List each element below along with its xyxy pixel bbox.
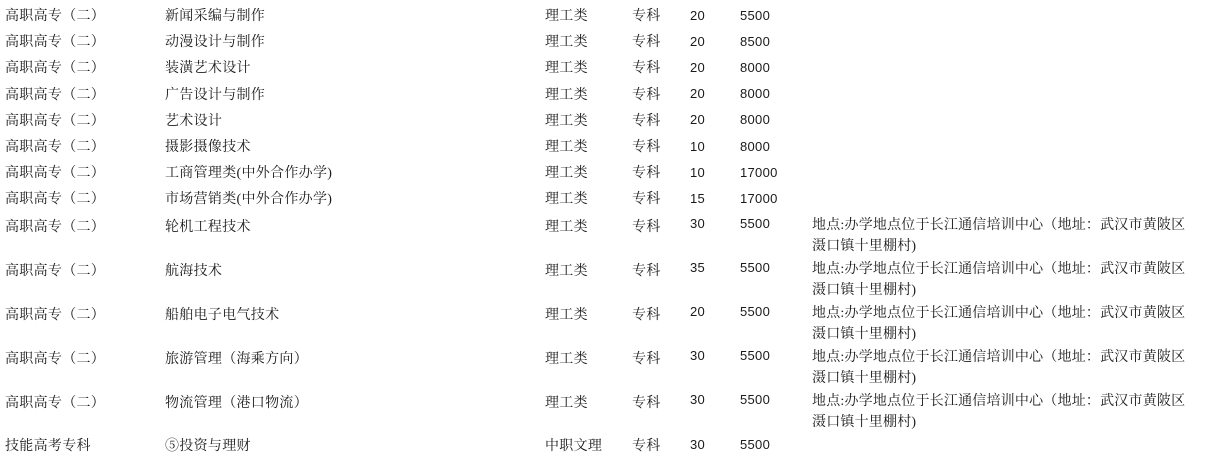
major-cell: 新闻采编与制作 — [165, 9, 266, 25]
batch-cell: 高职高专（二） — [5, 87, 106, 103]
tuition-cell: 5500 — [740, 7, 771, 23]
subject-type-cell: 理工类 — [545, 9, 588, 25]
quota-cell: 30 — [690, 215, 706, 231]
table-row — [0, 388, 1210, 432]
level-cell: 专科 — [632, 307, 661, 323]
batch-cell: 技能高考专科 — [5, 438, 91, 454]
major-cell: 市场营销类(中外合作办学) — [165, 192, 333, 208]
batch-cell: 高职高专（二） — [5, 263, 106, 279]
quota-cell: 30 — [690, 347, 706, 363]
table-row — [0, 28, 1210, 54]
table-row — [0, 256, 1210, 300]
level-cell: 专科 — [632, 140, 661, 156]
level-cell: 专科 — [632, 35, 661, 51]
table-row — [0, 344, 1210, 388]
batch-cell: 高职高专（二） — [5, 219, 106, 235]
subject-type-cell: 理工类 — [545, 166, 588, 182]
quota-cell: 10 — [690, 164, 706, 180]
table-row — [0, 159, 1210, 185]
batch-cell: 高职高专（二） — [5, 307, 106, 323]
tuition-cell: 5500 — [740, 347, 771, 363]
level-cell: 专科 — [632, 395, 661, 411]
level-cell: 专科 — [632, 113, 661, 129]
table-row — [0, 133, 1210, 159]
level-cell: 专科 — [632, 438, 661, 454]
major-cell: 广告设计与制作 — [165, 87, 266, 103]
batch-cell: 高职高专（二） — [5, 35, 106, 51]
major-cell: 船舶电子电气技术 — [165, 307, 280, 323]
subject-type-cell: 理工类 — [545, 351, 588, 367]
tuition-cell: 5500 — [740, 215, 771, 231]
major-cell: 航海技术 — [165, 263, 223, 279]
batch-cell: 高职高专（二） — [5, 113, 106, 129]
major-cell: 摄影摄像技术 — [165, 140, 251, 156]
subject-type-cell: 理工类 — [545, 395, 588, 411]
major-cell: 旅游管理（海乘方向） — [165, 351, 308, 367]
note-cell: 地点:办学地点位于长江通信培训中心（地址：武汉市黄陂区滠口镇十里棚村) — [812, 305, 1186, 342]
level-cell: 专科 — [632, 9, 661, 25]
note-cell: 地点:办学地点位于长江通信培训中心（地址：武汉市黄陂区滠口镇十里棚村) — [812, 261, 1186, 298]
program-table — [0, 2, 1210, 455]
level-cell: 专科 — [632, 61, 661, 77]
batch-cell: 高职高专（二） — [5, 166, 106, 182]
subject-type-cell: 理工类 — [545, 61, 588, 77]
batch-cell: 高职高专（二） — [5, 9, 106, 25]
batch-cell: 高职高专（二） — [5, 61, 106, 77]
level-cell: 专科 — [632, 263, 661, 279]
note-cell: 地点:办学地点位于长江通信培训中心（地址：武汉市黄陂区滠口镇十里棚村) — [812, 393, 1186, 430]
subject-type-cell: 理工类 — [545, 140, 588, 156]
major-cell: 艺术设计 — [165, 113, 223, 129]
subject-type-cell: 理工类 — [545, 307, 588, 323]
quota-cell: 30 — [690, 391, 706, 407]
quota-cell: 35 — [690, 259, 706, 275]
table-row — [0, 107, 1210, 133]
quota-cell: 20 — [690, 59, 706, 75]
batch-cell: 高职高专（二） — [5, 395, 106, 411]
subject-type-cell: 中职文理 — [545, 438, 603, 454]
table-row — [0, 54, 1210, 80]
note-cell: 地点:办学地点位于长江通信培训中心（地址：武汉市黄陂区滠口镇十里棚村) — [812, 217, 1186, 254]
batch-cell: 高职高专（二） — [5, 351, 106, 367]
major-cell: 装潢艺术设计 — [165, 61, 251, 77]
batch-cell: 高职高专（二） — [5, 140, 106, 156]
table-row — [0, 212, 1210, 256]
table-row — [0, 81, 1210, 107]
tuition-cell: 5500 — [740, 391, 771, 407]
batch-cell: 高职高专（二） — [5, 192, 106, 208]
quota-cell: 20 — [690, 7, 706, 23]
table-row — [0, 2, 1210, 28]
tuition-cell: 8000 — [740, 86, 771, 102]
tuition-cell: 17000 — [740, 164, 778, 180]
tuition-cell: 8000 — [740, 138, 771, 154]
quota-cell: 30 — [690, 437, 706, 453]
quota-cell: 20 — [690, 86, 706, 102]
tuition-cell: 17000 — [740, 190, 778, 206]
tuition-cell: 8500 — [740, 33, 771, 49]
quota-cell: 20 — [690, 303, 706, 319]
tuition-cell: 5500 — [740, 259, 771, 275]
subject-type-cell: 理工类 — [545, 219, 588, 235]
tuition-cell: 8000 — [740, 59, 771, 75]
subject-type-cell: 理工类 — [545, 113, 588, 129]
tuition-cell: 5500 — [740, 303, 771, 319]
table-row — [0, 432, 1210, 455]
major-cell: 动漫设计与制作 — [165, 35, 266, 51]
level-cell: 专科 — [632, 351, 661, 367]
major-cell: 工商管理类(中外合作办学) — [165, 166, 333, 182]
major-cell: 物流管理（港口物流） — [165, 395, 308, 411]
tuition-cell: 8000 — [740, 112, 771, 128]
quota-cell: 20 — [690, 33, 706, 49]
quota-cell: 20 — [690, 112, 706, 128]
subject-type-cell: 理工类 — [545, 192, 588, 208]
quota-cell: 10 — [690, 138, 706, 154]
table-row — [0, 300, 1210, 344]
quota-cell: 15 — [690, 190, 706, 206]
major-cell: 轮机工程技术 — [165, 219, 251, 235]
level-cell: 专科 — [632, 166, 661, 182]
level-cell: 专科 — [632, 192, 661, 208]
subject-type-cell: 理工类 — [545, 263, 588, 279]
subject-type-cell: 理工类 — [545, 35, 588, 51]
level-cell: 专科 — [632, 219, 661, 235]
table-row — [0, 185, 1210, 211]
tuition-cell: 5500 — [740, 437, 771, 453]
level-cell: 专科 — [632, 87, 661, 103]
major-cell: ⑤投资与理财 — [165, 438, 251, 454]
subject-type-cell: 理工类 — [545, 87, 588, 103]
note-cell: 地点:办学地点位于长江通信培训中心（地址：武汉市黄陂区滠口镇十里棚村) — [812, 349, 1186, 386]
